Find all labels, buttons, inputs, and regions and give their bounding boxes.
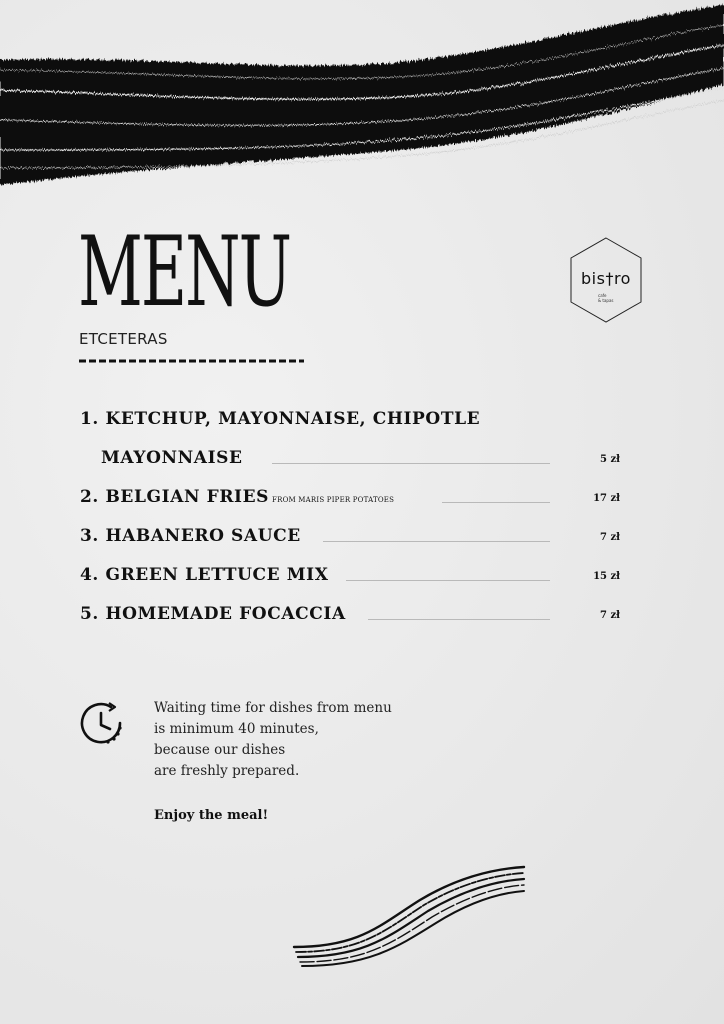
list-item xyxy=(80,565,620,585)
logo-wordmark: bis†ro xyxy=(581,269,631,288)
list-item xyxy=(80,409,620,429)
item-price: 7 zł xyxy=(600,610,620,621)
list-item xyxy=(80,487,620,507)
decorative-divider xyxy=(79,357,304,365)
waiting-note-line: are freshly prepared. xyxy=(154,763,300,779)
list-item xyxy=(80,526,620,546)
item-name: 2. BELGIAN FRIES FROM MARIS PIPER POTATOES xyxy=(80,487,395,507)
leader-line xyxy=(272,463,550,464)
clock-icon xyxy=(80,700,126,746)
item-name: MAYONNAISE xyxy=(101,448,243,468)
list-item xyxy=(80,604,620,624)
brush-stroke-bottom xyxy=(290,855,530,975)
leader-line xyxy=(346,580,550,581)
item-price: 5 zł xyxy=(600,454,620,465)
leader-line xyxy=(323,541,550,542)
waiting-note-line: is minimum 40 minutes, xyxy=(154,721,319,737)
bistro-logo xyxy=(568,236,644,324)
item-name: 4. GREEN LETTUCE MIX xyxy=(80,565,329,585)
waiting-note-line: because our dishes xyxy=(154,742,286,758)
item-name: 5. HOMEMADE FOCACCIA xyxy=(80,604,346,624)
item-note: FROM MARIS PIPER POTATOES xyxy=(272,496,395,504)
page-title: MENU xyxy=(78,216,291,328)
leader-line xyxy=(442,502,550,503)
waiting-note-line: Waiting time for dishes from menu xyxy=(154,700,392,716)
list-item xyxy=(80,448,620,468)
item-name: 3. HABANERO SAUCE xyxy=(80,526,301,546)
logo-tagline: cafe & tapas xyxy=(598,293,614,303)
brush-stroke-top xyxy=(0,0,724,200)
item-name: 1. KETCHUP, MAYONNAISE, CHIPOTLE xyxy=(80,409,481,429)
section-subtitle: ETCETERAS xyxy=(79,330,168,348)
closing-message: Enjoy the meal! xyxy=(154,808,269,823)
item-price: 17 zł xyxy=(593,493,620,504)
item-price: 7 zł xyxy=(600,532,620,543)
leader-line xyxy=(368,619,550,620)
item-price: 15 zł xyxy=(593,571,620,582)
